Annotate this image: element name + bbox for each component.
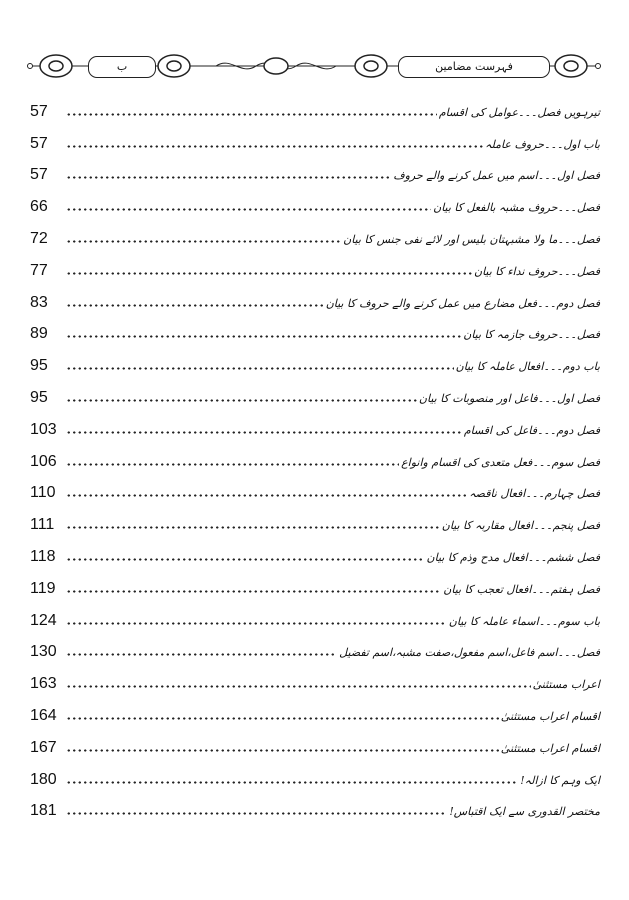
toc-entry[interactable]: [30, 251, 600, 283]
toc-entry-page: 163: [30, 675, 57, 693]
toc-entry-page: 164: [30, 706, 57, 724]
toc-entry[interactable]: [30, 474, 600, 506]
toc-entry-page: 77: [30, 261, 48, 279]
dot-leader: [66, 272, 472, 275]
toc-entry-page: 95: [30, 357, 48, 375]
dot-leader: [66, 431, 462, 434]
toc-entry-title: فصل۔۔۔حروف نداء کا بیان: [473, 264, 600, 278]
toc-entry[interactable]: [30, 505, 600, 537]
toc-entry-page: 118: [30, 547, 56, 565]
toc-entry[interactable]: [30, 219, 600, 251]
page-header: [26, 52, 602, 80]
toc-entry-title: فصل پنجم۔۔۔افعال مقاربہ کا بیان: [441, 519, 600, 533]
toc-entry[interactable]: [30, 569, 600, 601]
dot-leader: [66, 717, 499, 720]
toc-entry-page: 180: [30, 770, 57, 788]
toc-entry-page: 111: [30, 516, 55, 534]
toc-entry[interactable]: [30, 728, 600, 760]
toc-entry[interactable]: [30, 187, 600, 219]
toc-entry-page: 124: [30, 611, 57, 629]
dot-leader: [66, 304, 324, 307]
toc-entry-title: اقسام اعراب مستثنیٰ: [500, 709, 600, 723]
toc-entry-title: فصل چہارم۔۔۔افعال ناقصہ: [469, 487, 600, 501]
toc-entry[interactable]: [30, 410, 600, 442]
table-of-contents: [30, 92, 600, 823]
dot-leader: [66, 208, 431, 211]
dot-leader: [66, 685, 531, 688]
toc-entry-title: ایک وہم کا ازالہ!: [520, 773, 600, 787]
toc-entry[interactable]: [30, 315, 600, 347]
toc-entry-page: 119: [30, 579, 56, 597]
toc-entry-title: فصل۔۔۔ما ولا مشبہتان بلیس اور لائے نفی جنس کا بیان: [343, 232, 600, 246]
dot-leader: [66, 463, 399, 466]
toc-entry[interactable]: [30, 124, 600, 156]
toc-entry-title: فصل ششم۔۔۔افعال مدح وذم کا بیان: [426, 550, 600, 564]
toc-entry-page: 167: [30, 738, 57, 756]
toc-entry[interactable]: [30, 283, 600, 315]
toc-entry[interactable]: [30, 442, 600, 474]
dot-leader: [66, 622, 447, 625]
toc-entry-page: 110: [30, 484, 56, 502]
toc-entry-title: مختصر القدوری سے ایک اقتباس!: [449, 805, 600, 819]
dot-leader: [66, 812, 447, 815]
toc-entry[interactable]: [30, 760, 600, 792]
toc-entry-page: 57: [30, 166, 48, 184]
toc-entry[interactable]: [30, 537, 600, 569]
dot-leader: [66, 240, 341, 243]
dot-leader: [66, 335, 461, 338]
page-title: فہرست مضامین: [398, 56, 550, 78]
toc-entry-title: فصل۔۔۔اسم فاعل،اسم مفعول،صفت مشبہ،اسم تفضیل: [339, 646, 600, 660]
toc-entry-page: 130: [30, 643, 57, 661]
toc-entry[interactable]: [30, 92, 600, 124]
dot-leader: [66, 494, 467, 497]
toc-entry-title: فصل ہفتم۔۔۔افعال تعجب کا بیان: [443, 582, 600, 596]
toc-entry-title: فصل اول۔۔۔فاعل اور منصوبات کا بیان: [418, 391, 600, 405]
toc-entry[interactable]: [30, 601, 600, 633]
toc-entry-page: 72: [30, 229, 48, 247]
toc-entry-page: 66: [30, 198, 48, 216]
toc-entry-title: فصل دوم۔۔۔فاعل کی اقسام: [463, 423, 600, 437]
toc-entry[interactable]: [30, 633, 600, 665]
toc-entry-title: فصل۔۔۔حروف مشبہ بالفعل کا بیان: [433, 201, 600, 215]
toc-entry[interactable]: [30, 378, 600, 410]
toc-entry-page: 89: [30, 325, 48, 343]
toc-entry[interactable]: [30, 346, 600, 378]
dot-leader: [66, 653, 337, 656]
toc-entry[interactable]: [30, 156, 600, 188]
toc-entry-page: 95: [30, 388, 48, 406]
dot-leader: [66, 590, 441, 593]
toc-entry-page: 57: [30, 102, 48, 120]
toc-entry[interactable]: [30, 792, 600, 824]
toc-entry-title: باب اول۔۔۔حروف عاملہ: [485, 137, 600, 151]
dot-leader: [66, 113, 437, 116]
dot-leader: [66, 176, 391, 179]
toc-entry-title: تیرہویں فصل۔۔۔عوامل کی اقسام: [438, 105, 600, 119]
page-letter: ب: [88, 56, 156, 78]
dot-leader: [66, 145, 483, 148]
toc-entry-page: 181: [30, 802, 57, 820]
toc-entry-title: اعراب مستثنیٰ: [532, 678, 600, 692]
dot-leader: [66, 367, 454, 370]
toc-entry[interactable]: [30, 696, 600, 728]
toc-entry-title: فصل دوم۔۔۔فعل مضارع میں عمل کرنے والے حروف کا بیان: [325, 296, 600, 310]
toc-entry-title: باب دوم۔۔۔افعال عاملہ کا بیان: [455, 360, 600, 374]
dot-leader: [66, 749, 499, 752]
toc-entry-title: اقسام اعراب مستثنیٰ: [500, 741, 600, 755]
dot-leader: [66, 399, 417, 402]
toc-entry-title: فصل سوم۔۔۔فعل متعدی کی اقسام وانواع: [401, 455, 600, 469]
dot-leader: [66, 781, 518, 784]
toc-entry-page: 83: [30, 293, 48, 311]
toc-entry-title: فصل۔۔۔حروف جازمہ کا بیان: [463, 328, 600, 342]
toc-entry-title: باب سوم۔۔۔اسماء عاملہ کا بیان: [448, 614, 600, 628]
dot-leader: [66, 558, 425, 561]
toc-entry-page: 106: [30, 452, 57, 470]
toc-entry-page: 103: [30, 420, 57, 438]
toc-entry[interactable]: [30, 664, 600, 696]
toc-entry-page: 57: [30, 134, 48, 152]
toc-entry-title: فصل اول۔۔۔اسم میں عمل کرنے والے حروف: [393, 169, 600, 183]
dot-leader: [66, 526, 440, 529]
